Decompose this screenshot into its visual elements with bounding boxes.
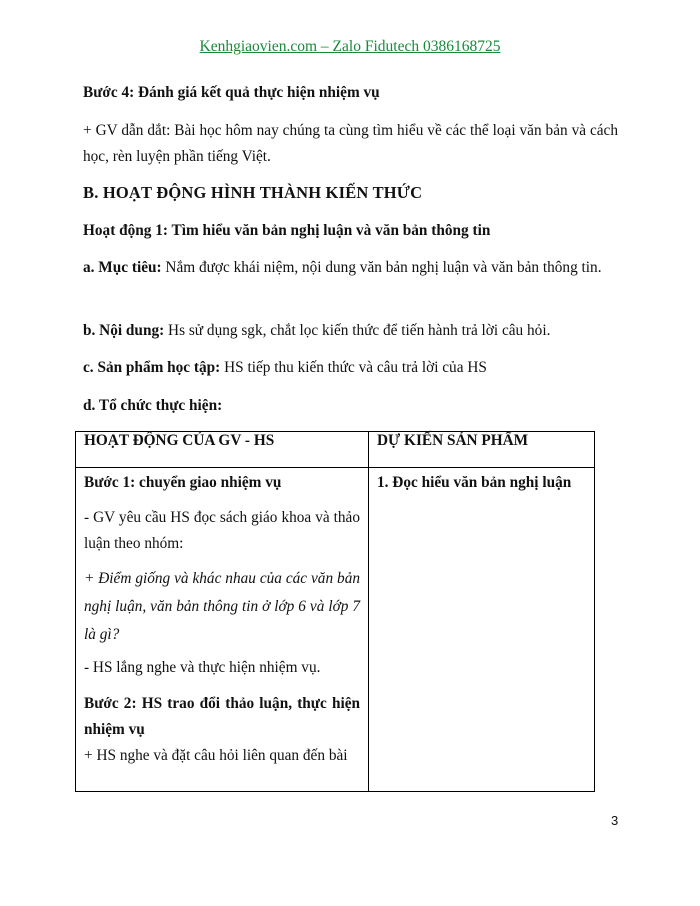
product-text: HS tiếp thu kiến thức và câu trả lời của HS: [220, 359, 487, 376]
activity-table: [75, 431, 595, 792]
goal-paragraph: [83, 255, 618, 281]
col1-header: HOẠT ĐỘNG CỦA GV - HS: [76, 432, 369, 468]
table-row: [76, 468, 595, 792]
goal-text: Nắm được khái niệm, nội dung văn bản nghị luận và văn bản thông tin.: [161, 259, 602, 276]
header-link[interactable]: Kenhgiaovien.com – Zalo Fidutech 0386168725: [199, 38, 501, 55]
content-text: Hs sử dụng sgk, chắt lọc kiến thức để tiến hành trả lời câu hỏi.: [164, 322, 551, 339]
col2-header: DỰ KIẾN SẢN PHẨM: [369, 432, 595, 468]
step4-title: Bước 4: Đánh giá kết quả thực hiện nhiệm vụ: [83, 84, 380, 101]
content-paragraph: [83, 318, 618, 344]
table-header-row: [76, 432, 595, 468]
hs-ask: + HS nghe và đặt câu hỏi liên quan đến bài: [84, 747, 348, 764]
product-paragraph: [83, 355, 618, 381]
page-header: [0, 38, 700, 56]
discussion-question: + Điểm giống và khác nhau của các văn bản nghị luận, văn bản thông tin ở lớp 6 và lớp 7 là gì?: [84, 570, 360, 643]
activity-cell: [76, 468, 369, 792]
step1-title: Bước 1: chuyển giao nhiệm vụ: [84, 474, 282, 491]
section-b-heading: B. HOẠT ĐỘNG HÌNH THÀNH KIẾN THỨC: [83, 183, 423, 202]
content-label: b. Nội dung:: [83, 322, 165, 339]
product-label: c. Sản phẩm học tập:: [83, 359, 221, 376]
gv-intro: + GV dẫn dắt: Bài học hôm nay chúng ta cùng tìm hiểu về các thể loại văn bản và cách học, rèn luyện phần tiếng Việt.: [83, 122, 618, 165]
page-number: 3: [611, 813, 619, 828]
hs-listen: - HS lắng nghe và thực hiện nhiệm vụ.: [84, 659, 321, 676]
product-title: 1. Đọc hiểu văn bản nghị luận: [377, 474, 572, 491]
organize-label: d. Tổ chức thực hiện:: [83, 397, 223, 414]
product-cell: [369, 468, 595, 792]
step2-title: Bước 2: HS trao đổi thảo luận, thực hiện nhiệm vụ: [84, 695, 360, 738]
gv-request: - GV yêu cầu HS đọc sách giáo khoa và thảo luận theo nhóm:: [84, 509, 360, 552]
goal-label: a. Mục tiêu:: [83, 259, 162, 276]
activity1-title: Hoạt động 1: Tìm hiểu văn bản nghị luận và văn bản thông tin: [83, 222, 491, 239]
